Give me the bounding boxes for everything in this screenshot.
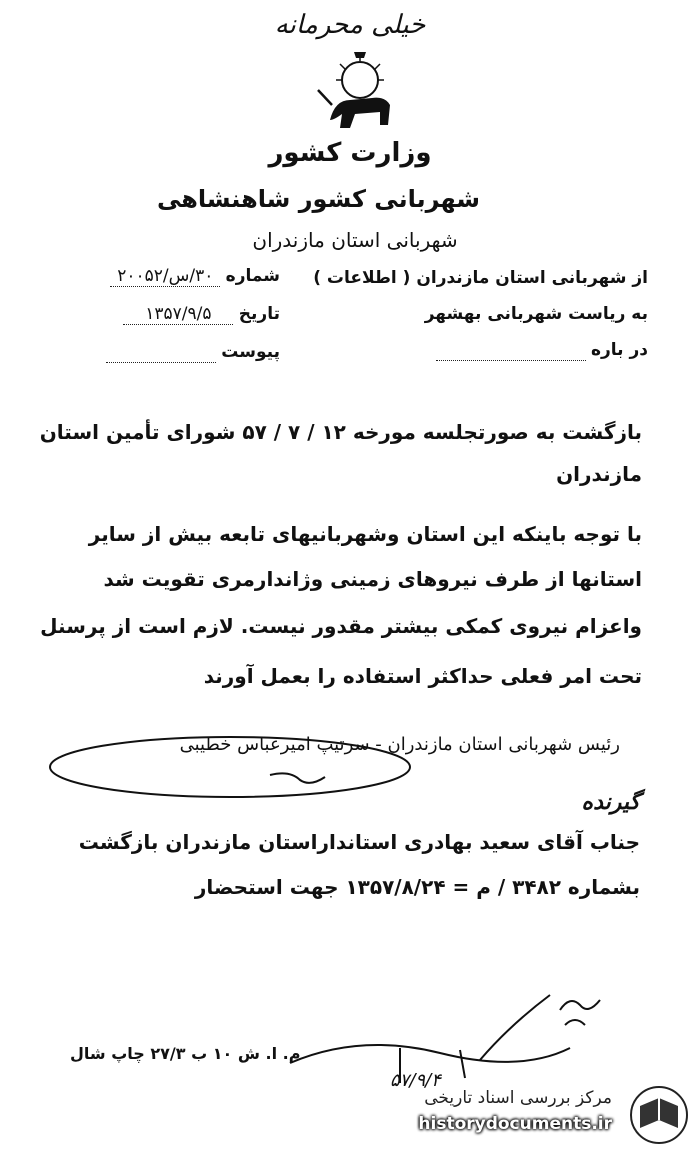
attachment-label: پیوست: [221, 342, 280, 362]
body-line-6: تحت امر فعلی حداکثر استفاده را بعمل آورند: [203, 664, 642, 688]
date-row: [50, 304, 280, 325]
body-line-2: مازندران: [556, 462, 642, 486]
watermark-url: historydocuments.ir: [418, 1114, 612, 1134]
attachment-row: [50, 342, 280, 363]
signature-scribble-icon: [40, 725, 420, 805]
handwritten-date: ۵۷/۹/۴: [390, 1070, 441, 1091]
signatory-line: رئیس شهربانی استان مازندران - سرتیپ امیرعباس خطیبی: [179, 734, 620, 755]
body-line-3: با توجه باینکه این استان وشهربانیهای تابعه بیش از سایر: [88, 522, 642, 546]
lion-and-sun-emblem-icon: [310, 50, 410, 140]
ministry-title: وزارت کشور: [268, 138, 432, 168]
attachment-field: [106, 342, 216, 363]
watermark-logo: [392, 1084, 692, 1146]
body-line-1: بازگشت به صورتجلسه مورخه ۱۲ / ۷ / ۵۷ شورای تأمین استان: [39, 420, 642, 444]
date-label: تاریخ: [238, 304, 280, 324]
department-title: شهربانی کشور شاهنشاهی: [156, 185, 480, 213]
from-line: از شهربانی استان مازندران ( اطلاعات ): [313, 268, 648, 288]
number-label: شماره: [225, 266, 280, 286]
classification-stamp: خیلی محرمانه: [274, 10, 426, 40]
form-code: م. ا. ش ۱۰ ب ۲۷/۳ چاپ شال: [70, 1044, 301, 1063]
body-line-5: واعزام نیروی کمکی بیشتر مقدور نیست. لازم است از پرسنل: [40, 614, 642, 638]
cc-line-1: جناب آقای سعید بهادری استانداراستان مازندران بازگشت: [78, 830, 640, 854]
cc-line-2: بشماره ۳۴۸۲ / م = ۱۳۵۷/۸/۲۴ جهت استحضار: [194, 875, 640, 899]
number-value: ۳۰/س/۲۰۰۵۲: [110, 266, 220, 287]
subject-row: [436, 340, 648, 361]
cc-label: گیرنده: [581, 790, 640, 815]
archive-logo-icon: [626, 1084, 692, 1146]
sub-department-title: شهربانی استان مازندران: [252, 228, 458, 252]
subject-field: [436, 340, 586, 361]
subject-label: در باره: [590, 340, 648, 360]
date-value: ۱۳۵۷/۹/۵: [123, 304, 233, 325]
watermark-title: مرکز بررسی اسناد تاریخی: [424, 1088, 612, 1108]
to-line: به ریاست شهربانی بهشهر: [424, 304, 648, 324]
number-row: [50, 266, 280, 287]
body-line-4: استانها از طرف نیروهای زمینی وژاندارمری تقویت شد: [103, 567, 642, 591]
